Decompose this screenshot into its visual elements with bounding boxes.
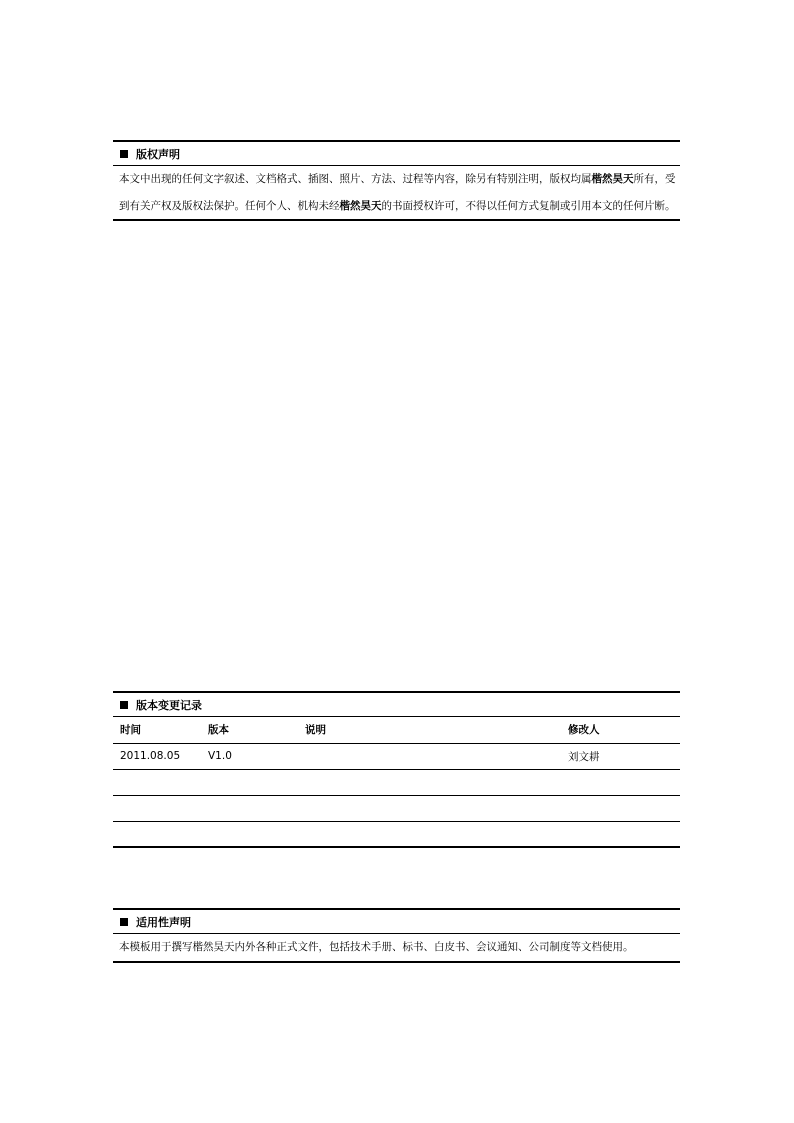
- header-description: 说明: [298, 717, 561, 743]
- table-row: [113, 795, 680, 821]
- copyright-text-part-3: 的书面授权许可，不得以任何方式复制或引用本文的任何片断。: [381, 199, 676, 212]
- cell-time: [113, 769, 201, 795]
- cell-version: [201, 821, 298, 847]
- copyright-heading: [113, 140, 680, 166]
- applicability-text: 本模板用于撰写楷然昊天内外各种正式文件，包括技术手册、标书、白皮书、会议通知、公司制度等文档使用。: [113, 934, 680, 963]
- cell-description: [298, 769, 561, 795]
- cell-version: [201, 795, 298, 821]
- square-bullet-icon: [120, 701, 128, 709]
- cell-modifier: 刘文耕: [561, 743, 680, 769]
- version-log-heading: [113, 691, 680, 717]
- cell-modifier: [561, 821, 680, 847]
- copyright-text-part-2: 所有，受到有关产权及版权法保护。任何个人、机构未经: [119, 173, 676, 212]
- table-row: [113, 769, 680, 795]
- square-bullet-icon: [120, 150, 128, 158]
- copyright-org-1: 楷然昊天: [591, 173, 634, 185]
- square-bullet-icon: [120, 918, 128, 926]
- table-row: [113, 821, 680, 847]
- cell-modifier: [561, 795, 680, 821]
- header-modifier: 修改人: [561, 717, 680, 743]
- applicability-heading: [113, 908, 680, 934]
- table-header-row: [113, 717, 680, 743]
- version-log-table: [113, 717, 680, 848]
- header-version: 版本: [201, 717, 298, 743]
- cell-description: [298, 743, 561, 769]
- header-time: 时间: [113, 717, 201, 743]
- cell-description: [298, 795, 561, 821]
- cell-modifier: [561, 769, 680, 795]
- cell-version: [201, 769, 298, 795]
- copyright-text-part-1: 本文中出现的任何文字叙述、文档格式、插图、照片、方法、过程等内容，除另有特别注明，版权均属: [119, 173, 592, 185]
- copyright-org-2: 楷然昊天: [339, 199, 382, 212]
- cell-time: [113, 795, 201, 821]
- cell-time: [113, 821, 201, 847]
- version-log-section: [113, 691, 680, 848]
- copyright-section: [113, 140, 680, 221]
- version-log-title: 版本变更记录: [136, 699, 202, 712]
- table-row: [113, 743, 680, 769]
- cell-version: V1.0: [201, 743, 298, 769]
- applicability-section: [113, 908, 680, 963]
- copyright-text: [113, 166, 680, 221]
- cell-description: [298, 821, 561, 847]
- applicability-title: 适用性声明: [136, 916, 191, 929]
- copyright-title: 版权声明: [136, 148, 180, 161]
- cell-time: 2011.08.05: [113, 743, 201, 769]
